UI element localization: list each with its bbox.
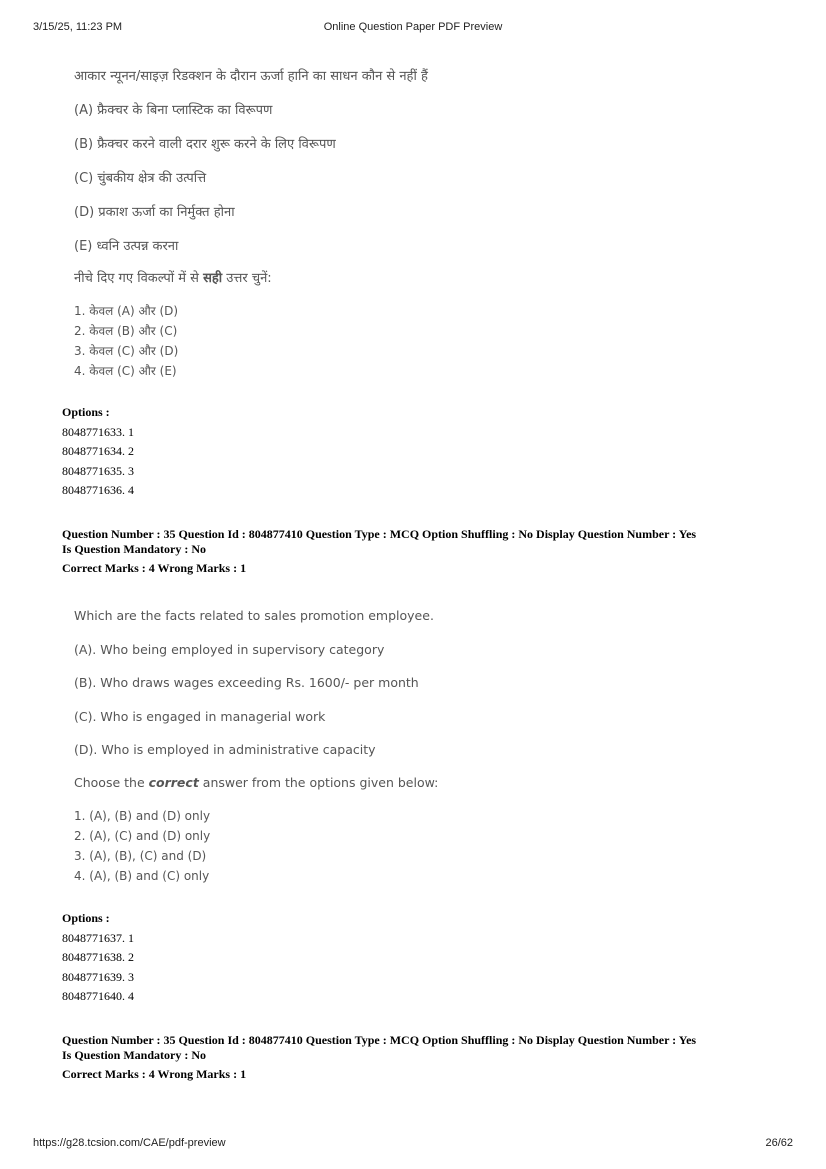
option-item: 8048771634. 2 (62, 444, 134, 458)
statement-e: (E) ध्वनि उत्पन्न करना (74, 239, 179, 254)
marks-line: Correct Marks : 4 Wrong Marks : 1 (62, 1067, 247, 1081)
choice-1: 1. (A), (B) and (D) only (74, 809, 211, 823)
options-list-2 (62, 909, 134, 1007)
question-stem: Which are the facts related to sales promotion employee. (74, 608, 434, 623)
option-item: 8048771638. 2 (62, 950, 134, 964)
statement-b: (B). Who draws wages exceeding Rs. 1600/- per month (74, 675, 419, 690)
question-stem: आकार न्यूनन/साइज़ रिडक्शन के दौरान ऊर्जा हानि का साधन कौन से नहीं हैं (74, 69, 428, 84)
options-label: Options : (62, 405, 110, 419)
choice-4: 4. केवल (C) और (E) (74, 364, 177, 378)
instruction: नीचे दिए गए विकल्पों में से सही उत्तर चुनें: (74, 271, 272, 286)
marks-line: Correct Marks : 4 Wrong Marks : 1 (62, 561, 247, 575)
statement-d: (D) प्रकाश ऊर्जा का निर्मुक्त होना (74, 205, 235, 220)
print-datetime: 3/15/25, 11:23 PM (33, 21, 123, 33)
statement-d: (D). Who is employed in administrative capacity (74, 742, 376, 757)
options-label: Options : (62, 911, 110, 925)
statement-a: (A). Who being employed in supervisory category (74, 642, 385, 657)
choice-4: 4. (A), (B) and (C) only (74, 869, 210, 883)
statement-b: (B) फ्रैक्चर करने वाली दरार शुरू करने के लिए विरूपण (74, 137, 336, 152)
page-url: https://g28.tcsion.com/CAE/pdf-preview (33, 1137, 226, 1149)
meta-line: Is Question Mandatory : No (62, 1048, 207, 1062)
option-item: 8048771633. 1 (62, 424, 134, 439)
question-meta-1 (62, 527, 782, 576)
statement-a: (A) फ्रैक्चर के बिना प्लास्टिक का विरूपण (74, 103, 273, 118)
instruction: Choose the correct answer from the options given below: (74, 775, 439, 790)
statement-c: (C). Who is engaged in managerial work (74, 709, 326, 724)
options-list-1 (62, 403, 134, 501)
question-meta-2 (62, 1033, 782, 1082)
meta-line: Question Number : 35 Question Id : 804877410 Question Type : MCQ Option Shuffling : No Display Question Number : Yes (62, 1033, 697, 1047)
option-item: 8048771640. 4 (62, 989, 134, 1003)
option-item: 8048771636. 4 (62, 483, 134, 497)
choice-2: 2. (A), (C) and (D) only (74, 829, 211, 843)
meta-line: Is Question Mandatory : No (62, 542, 207, 556)
page-title: Online Question Paper PDF Preview (323, 21, 503, 33)
option-item: 8048771635. 3 (62, 463, 134, 478)
choice-3: 3. (A), (B), (C) and (D) (74, 849, 207, 863)
option-item: 8048771637. 1 (62, 930, 134, 945)
choice-2: 2. केवल (B) और (C) (74, 324, 178, 338)
meta-line: Question Number : 35 Question Id : 804877410 Question Type : MCQ Option Shuffling : No Display Question Number : Yes (62, 527, 697, 541)
page-number: 26/62 (765, 1137, 793, 1149)
statement-c: (C) चुंबकीय क्षेत्र की उत्पत्ति (74, 171, 207, 186)
option-item: 8048771639. 3 (62, 969, 134, 984)
choice-3: 3. केवल (C) और (D) (74, 344, 179, 358)
choice-1: 1. केवल (A) और (D) (74, 304, 179, 318)
